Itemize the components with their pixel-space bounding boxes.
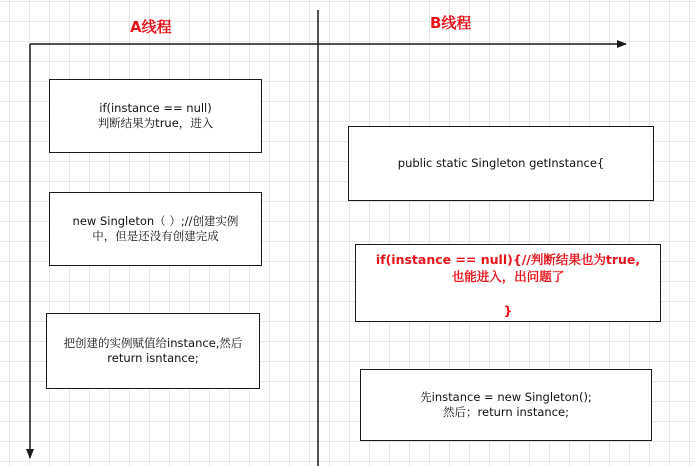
thread-a-step-1-line-2: 判断结果为true，进入 (97, 116, 214, 130)
thread-a-step-2-box (49, 192, 262, 266)
thread-b-step-3-line-1: 先instance = new Singleton(); (420, 390, 592, 404)
thread-b-step-2-line-1: if(instance == null){//判断结果也为true, (375, 252, 641, 267)
thread-b-step-2-line-3: } (503, 303, 513, 318)
thread-a-step-3-line-2: return isntance; (107, 351, 199, 365)
thread-b-step-3-line-2: 然后；return instance; (443, 405, 569, 419)
thread-b-title: B线程 (430, 14, 472, 32)
thread-a-title: A线程 (130, 18, 172, 36)
thread-b-step-1-box (348, 126, 654, 201)
thread-a-step-1-box (49, 79, 262, 153)
thread-b-step-3-box (360, 369, 652, 441)
thread-b-step-2-box (355, 244, 661, 322)
thread-b-step-1-line-1: public static Singleton getInstance{ (397, 156, 605, 170)
thread-a-step-1-line-1: if(instance == null) (99, 101, 212, 115)
thread-b-step-2-line-2: 也能进入，出问题了 (451, 269, 565, 284)
thread-a-step-2-line-2: 中，但是还没有创建完成 (92, 229, 219, 243)
thread-a-step-2-line-1: new Singleton（ ）;//创建实例 (72, 214, 239, 228)
thread-a-step-3-box (46, 313, 260, 389)
thread-a-step-3-line-1: 把创建的实例赋值给instance,然后 (63, 336, 243, 350)
